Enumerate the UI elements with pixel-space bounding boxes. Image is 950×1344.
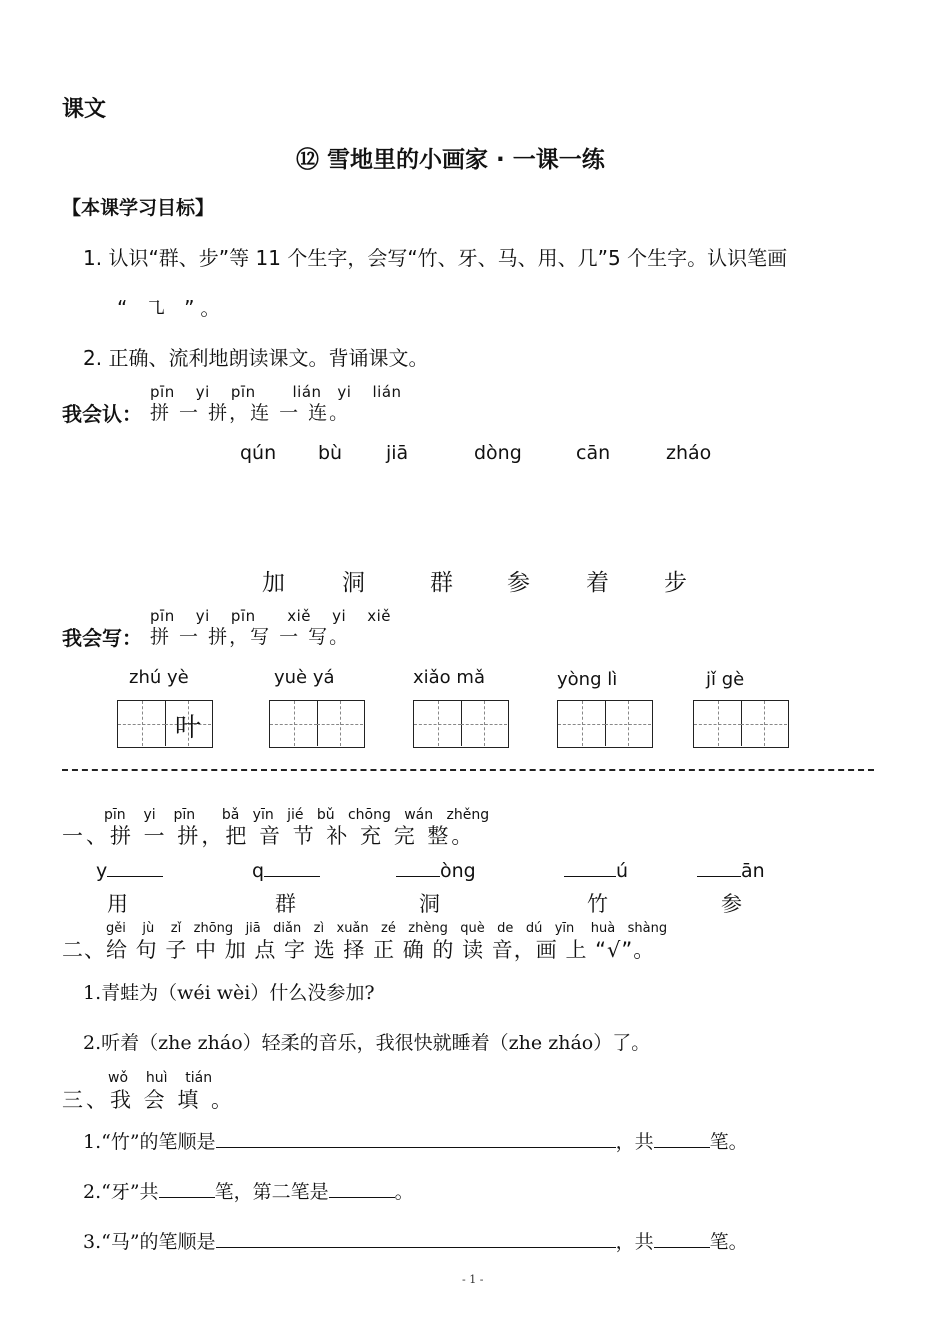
q3-line-1: 1.“竹”的笔顺是 ，共 笔。 xyxy=(83,1131,748,1153)
pinyin-option[interactable]: bù xyxy=(318,442,343,464)
word-pinyin: jǐ gè xyxy=(706,669,745,690)
writing-grid xyxy=(413,700,509,748)
writing-cell[interactable] xyxy=(165,701,211,746)
answer-blank[interactable] xyxy=(159,1179,215,1198)
q1-blank-4[interactable]: ú xyxy=(564,858,628,882)
page-number: - 1 - xyxy=(462,1273,484,1286)
q1-char: 用 xyxy=(107,892,128,916)
character-option[interactable]: 群 xyxy=(430,570,453,596)
word-pinyin: xiǎo mǎ xyxy=(413,667,485,688)
character-option[interactable]: 洞 xyxy=(342,570,365,596)
writing-grid xyxy=(693,700,789,748)
pinyin-option[interactable]: dòng xyxy=(474,442,522,464)
q1-title: 一、拼 一 拼，把 音 节 补 充 完 整。 xyxy=(62,824,476,848)
word-pinyin: yuè yá xyxy=(274,667,335,688)
recognize-pinyin: pīn yi pīn lián yi lián xyxy=(150,383,402,401)
writing-cell[interactable] xyxy=(317,701,363,746)
q2-sentence-1[interactable]: 1.青蛙为（wéi wèi）什么没参加? xyxy=(83,982,375,1004)
writing-cell[interactable] xyxy=(118,701,166,746)
answer-blank[interactable] xyxy=(216,1129,616,1148)
pinyin-option[interactable]: cān xyxy=(576,442,611,464)
filled-character: 叶 xyxy=(174,713,201,743)
writing-grid xyxy=(117,700,213,748)
q2-sentence-2[interactable]: 2.听着（zhe zháo）轻柔的音乐，我很快就睡着（zhe zháo）了。 xyxy=(83,1032,651,1054)
page-title: ⑫ 雪地里的小画家 · 一课一练 xyxy=(296,147,605,173)
goals-heading: 【本课学习目标】 xyxy=(62,197,215,219)
q1-char: 竹 xyxy=(587,892,608,916)
write-pinyin: pīn yi pīn xiě yi xiě xyxy=(150,607,391,625)
q3-line-3: 3.“马”的笔顺是 ，共 笔。 xyxy=(83,1231,748,1253)
q1-char: 洞 xyxy=(419,892,440,916)
writing-grid xyxy=(269,700,365,748)
answer-blank[interactable] xyxy=(216,1229,616,1248)
recognize-label: 我会认： xyxy=(62,402,142,426)
q1-char: 群 xyxy=(275,892,296,916)
writing-grid xyxy=(557,700,653,748)
q3-line-2: 2.“牙”共 笔，第二笔是 。 xyxy=(83,1181,414,1203)
pinyin-option[interactable]: qún xyxy=(240,442,277,464)
section-label: 课文 xyxy=(62,97,107,122)
answer-blank[interactable] xyxy=(329,1179,395,1198)
writing-cell[interactable] xyxy=(270,701,318,746)
pinyin-option[interactable]: zháo xyxy=(666,442,712,464)
write-label: 我会写： xyxy=(62,626,142,650)
q1-blank-3[interactable]: òng xyxy=(396,858,476,882)
character-option[interactable]: 着 xyxy=(586,570,609,596)
writing-cell[interactable] xyxy=(741,701,787,746)
writing-cell[interactable] xyxy=(461,701,507,746)
word-pinyin: yòng lì xyxy=(557,669,618,690)
q2-pinyin: gěi jù zǐ zhōng jiā diǎn zì xuǎn zé zhèng què de dú yīn huà shàng xyxy=(106,921,668,936)
q1-blank-5[interactable]: ān xyxy=(697,858,765,882)
answer-blank[interactable] xyxy=(654,1229,710,1248)
writing-cell[interactable] xyxy=(694,701,742,746)
character-option[interactable]: 参 xyxy=(507,570,530,596)
goal-item-2: 2. 正确、流利地朗读课文。背诵课文。 xyxy=(83,346,429,370)
write-text: 拼 一 拼，写 一 写。 xyxy=(150,626,351,648)
q1-blank-2[interactable]: q xyxy=(252,858,320,882)
goal-item-1-stroke: “ ㇈ ”。 xyxy=(117,296,227,320)
writing-cell[interactable] xyxy=(605,701,651,746)
q1-blank-1[interactable]: y xyxy=(96,858,163,882)
section-divider xyxy=(62,769,874,771)
character-option[interactable]: 加 xyxy=(262,570,285,596)
answer-blank[interactable] xyxy=(654,1129,710,1148)
writing-cell[interactable] xyxy=(414,701,462,746)
q3-pinyin: wǒ huì tián xyxy=(108,1070,213,1086)
q2-title: 二、给 句 子 中 加 点 字 选 择 正 确 的 读 音，画 上 “√”。 xyxy=(62,938,656,962)
goal-item-1: 1. 认识“群、步”等 11 个生字，会写“竹、牙、马、用、几”5 个生字。认识笔画 xyxy=(83,246,788,270)
character-option[interactable]: 步 xyxy=(664,570,687,596)
pinyin-option[interactable]: jiā xyxy=(386,442,409,464)
q3-title: 三、我 会 填 。 xyxy=(62,1088,236,1112)
recognize-text: 拼 一 拼，连 一 连。 xyxy=(150,402,351,424)
q1-char: 参 xyxy=(721,892,742,916)
writing-cell[interactable] xyxy=(558,701,606,746)
q1-pinyin: pīn yi pīn bǎ yīn jié bǔ chōng wán zhěng xyxy=(104,807,490,823)
word-pinyin: zhú yè xyxy=(129,667,189,688)
